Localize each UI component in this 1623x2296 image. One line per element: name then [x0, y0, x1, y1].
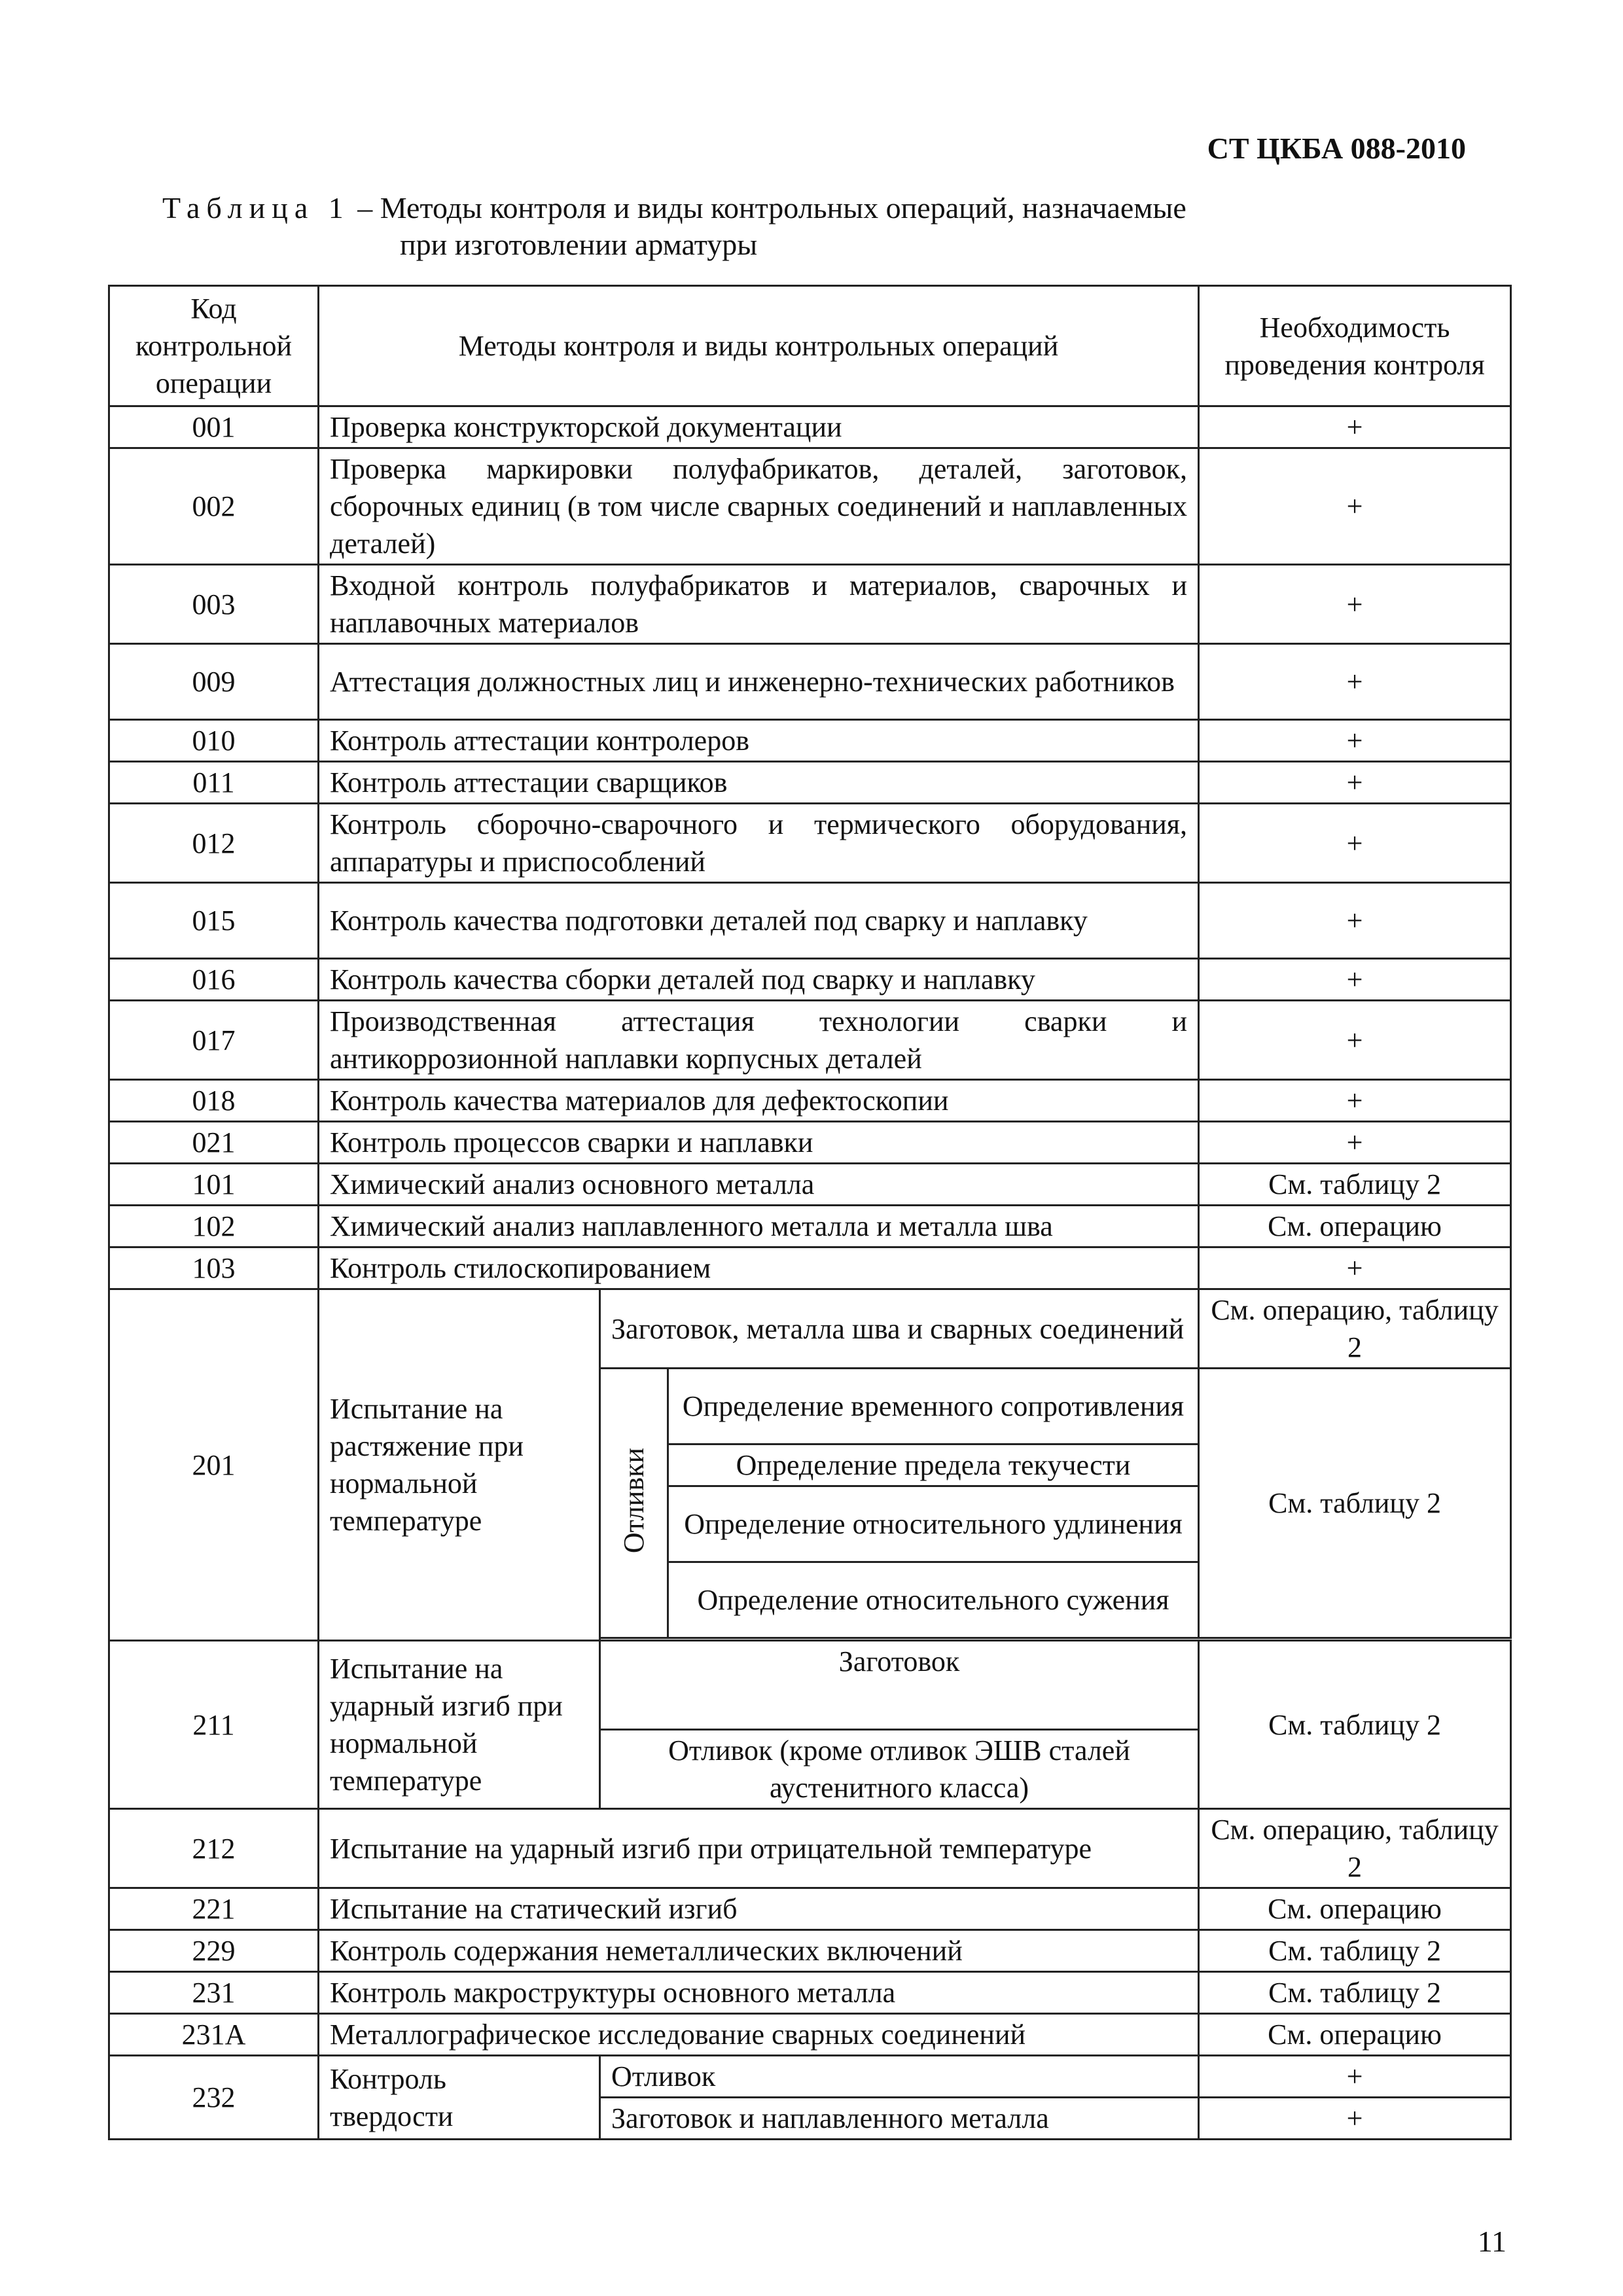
- table-row: [109, 1164, 1511, 1206]
- operation-description: Производственная аттестация технологии сварки и антикоррозионной наплавки корпусных деталей: [319, 1001, 1199, 1080]
- operation-necessity: +: [1199, 406, 1511, 448]
- operation-code: 009: [109, 644, 319, 720]
- table-row: [109, 1888, 1511, 1930]
- table-row: [109, 2014, 1511, 2056]
- sub-operation-blanks: Заготовок: [600, 1641, 1199, 1730]
- operation-description: Контроль качества подготовки деталей под сварку и наплавку: [319, 883, 1199, 959]
- sub-operation-value: +: [1199, 2098, 1511, 2140]
- operation-description: Контроль сборочно-сварочного и термического оборудования, аппаратуры и приспособлений: [319, 804, 1199, 883]
- table-row: [109, 1930, 1511, 1972]
- operation-code: 012: [109, 804, 319, 883]
- table-row: [109, 883, 1511, 959]
- operation-description: Металлографическое исследование сварных соединений: [319, 2014, 1199, 2056]
- sub-operation-blanks: Заготовок и наплавленного металла: [600, 2098, 1199, 2140]
- operation-description: Аттестация должностных лиц и инженерно-технических работников: [319, 644, 1199, 720]
- operation-necessity: +: [1199, 720, 1511, 762]
- page-number: 11: [1477, 2225, 1507, 2258]
- operation-description: Контроль стилоскопированием: [319, 1247, 1199, 1289]
- operation-necessity: +: [1199, 804, 1511, 883]
- table-row: [109, 720, 1511, 762]
- operation-code: 002: [109, 448, 319, 565]
- operation-necessity: +: [1199, 448, 1511, 565]
- table-row: [109, 1809, 1511, 1888]
- operation-description: Контроль качества сборки деталей под сварку и наплавку: [319, 959, 1199, 1001]
- operation-code: 102: [109, 1206, 319, 1247]
- operation-description: Контроль аттестации контролеров: [319, 720, 1199, 762]
- operation-necessity: +: [1199, 1122, 1511, 1164]
- castings-test-item: Определение предела текучести: [668, 1444, 1199, 1486]
- castings-label-text: Отливки: [618, 1447, 650, 1554]
- table-header-row: [109, 286, 1511, 406]
- operation-necessity: См. операцию: [1199, 2014, 1511, 2056]
- operation-description: Проверка маркировки полуфабрикатов, деталей, заготовок, сборочных единиц (в том числе сварных соединений и наплавленных деталей): [319, 448, 1199, 565]
- table-row: [109, 959, 1511, 1001]
- table-row: [109, 1001, 1511, 1080]
- table-row: [109, 1247, 1511, 1289]
- operation-code: 231: [109, 1972, 319, 2014]
- operation-description: Контроль содержания неметаллических включений: [319, 1930, 1199, 1972]
- operation-description: Испытание на статический изгиб: [319, 1888, 1199, 1930]
- operation-code: 212: [109, 1809, 319, 1888]
- operation-description: Контроль макроструктуры основного металла: [319, 1972, 1199, 2014]
- sub-operation-value: См. операцию, таблицу 2: [1199, 1289, 1511, 1369]
- operation-description: Контроль качества материалов для дефектоскопии: [319, 1080, 1199, 1122]
- operation-code: 015: [109, 883, 319, 959]
- header-code: Код контрольной операции: [109, 286, 319, 406]
- methods-table: [108, 285, 1512, 2140]
- table-row: [109, 1080, 1511, 1122]
- table-label: Таблица 1: [162, 191, 350, 224]
- operation-method: Контроль твердости: [319, 2056, 600, 2140]
- operation-method: Испытание на растяжение при нормальной температуре: [319, 1289, 600, 1641]
- operation-necessity: См. операцию, таблицу 2: [1199, 1809, 1511, 1888]
- operation-code: 003: [109, 565, 319, 644]
- operation-necessity: +: [1199, 1247, 1511, 1289]
- table-row: [109, 448, 1511, 565]
- table-title-line2: при изготовлении арматуры: [400, 228, 758, 261]
- table-row: [109, 1972, 1511, 2014]
- operation-description: Контроль процессов сварки и наплавки: [319, 1122, 1199, 1164]
- table-row: [109, 762, 1511, 804]
- sub-operation-castings: Отливок: [600, 2056, 1199, 2098]
- operation-code: 229: [109, 1930, 319, 1972]
- table-row: [109, 1206, 1511, 1247]
- document-code: СТ ЦКБА 088-2010: [1207, 132, 1466, 165]
- operation-code: 232: [109, 2056, 319, 2140]
- header-necessity: Необходимость проведения контроля: [1199, 286, 1511, 406]
- table-row: [109, 1122, 1511, 1164]
- operation-code: 221: [109, 1888, 319, 1930]
- operation-description: Химический анализ наплавленного металла и металла шва: [319, 1206, 1199, 1247]
- operation-necessity: См. таблицу 2: [1199, 1972, 1511, 2014]
- operation-description: Входной контроль полуфабрикатов и материалов, сварочных и наплавочных материалов: [319, 565, 1199, 644]
- table-title-line1: – Методы контроля и виды контрольных операций, назначаемые: [349, 191, 1186, 224]
- table-row: [109, 644, 1511, 720]
- operation-code: 211: [109, 1641, 319, 1809]
- table-row: [109, 406, 1511, 448]
- sub-operation-castings: Отливок (кроме отливок ЭШВ сталей аустенитного класса): [600, 1730, 1199, 1809]
- operation-necessity: См. таблицу 2: [1199, 1164, 1511, 1206]
- operation-necessity: См. таблицу 2: [1199, 1930, 1511, 1972]
- operation-code: 016: [109, 959, 319, 1001]
- table-row-232: [109, 2056, 1511, 2098]
- sub-operation-blanks: Заготовок, металла шва и сварных соединений: [600, 1289, 1199, 1369]
- operation-code: 010: [109, 720, 319, 762]
- operation-description: Контроль аттестации сварщиков: [319, 762, 1199, 804]
- operation-necessity: +: [1199, 762, 1511, 804]
- operation-necessity: +: [1199, 959, 1511, 1001]
- castings-test-item: Определение временного сопротивления: [668, 1369, 1199, 1444]
- operation-description: Испытание на ударный изгиб при отрицательной температуре: [319, 1809, 1199, 1888]
- castings-label: [600, 1369, 668, 1638]
- operation-code: 021: [109, 1122, 319, 1164]
- operation-code: 101: [109, 1164, 319, 1206]
- sub-operation-value: +: [1199, 2056, 1511, 2098]
- operation-code: 001: [109, 406, 319, 448]
- operation-necessity: +: [1199, 565, 1511, 644]
- table-row-201: [109, 1289, 1511, 1369]
- operation-code: 103: [109, 1247, 319, 1289]
- operation-description: Проверка конструкторской документации: [319, 406, 1199, 448]
- operation-necessity: +: [1199, 883, 1511, 959]
- header-methods: Методы контроля и виды контрольных операций: [319, 286, 1199, 406]
- operation-necessity: +: [1199, 1001, 1511, 1080]
- operation-necessity: +: [1199, 1080, 1511, 1122]
- table-caption: [162, 190, 1471, 263]
- table-row-211: [109, 1641, 1511, 1730]
- operation-description: Химический анализ основного металла: [319, 1164, 1199, 1206]
- operation-code: 011: [109, 762, 319, 804]
- castings-test-item: Определение относительного удлинения: [668, 1486, 1199, 1562]
- castings-test-item: Определение относительного сужения: [668, 1562, 1199, 1638]
- operation-code: 017: [109, 1001, 319, 1080]
- operation-necessity: См. операцию: [1199, 1888, 1511, 1930]
- operation-necessity: См. операцию: [1199, 1206, 1511, 1247]
- operation-code: 231А: [109, 2014, 319, 2056]
- operation-code: 018: [109, 1080, 319, 1122]
- operation-code: 201: [109, 1289, 319, 1641]
- table-row: [109, 565, 1511, 644]
- operation-necessity: +: [1199, 644, 1511, 720]
- table-row: [109, 804, 1511, 883]
- castings-value: См. таблицу 2: [1199, 1369, 1511, 1638]
- operation-method: Испытание на ударный изгиб при нормальной температуре: [319, 1641, 600, 1809]
- operation-necessity: См. таблицу 2: [1199, 1641, 1511, 1809]
